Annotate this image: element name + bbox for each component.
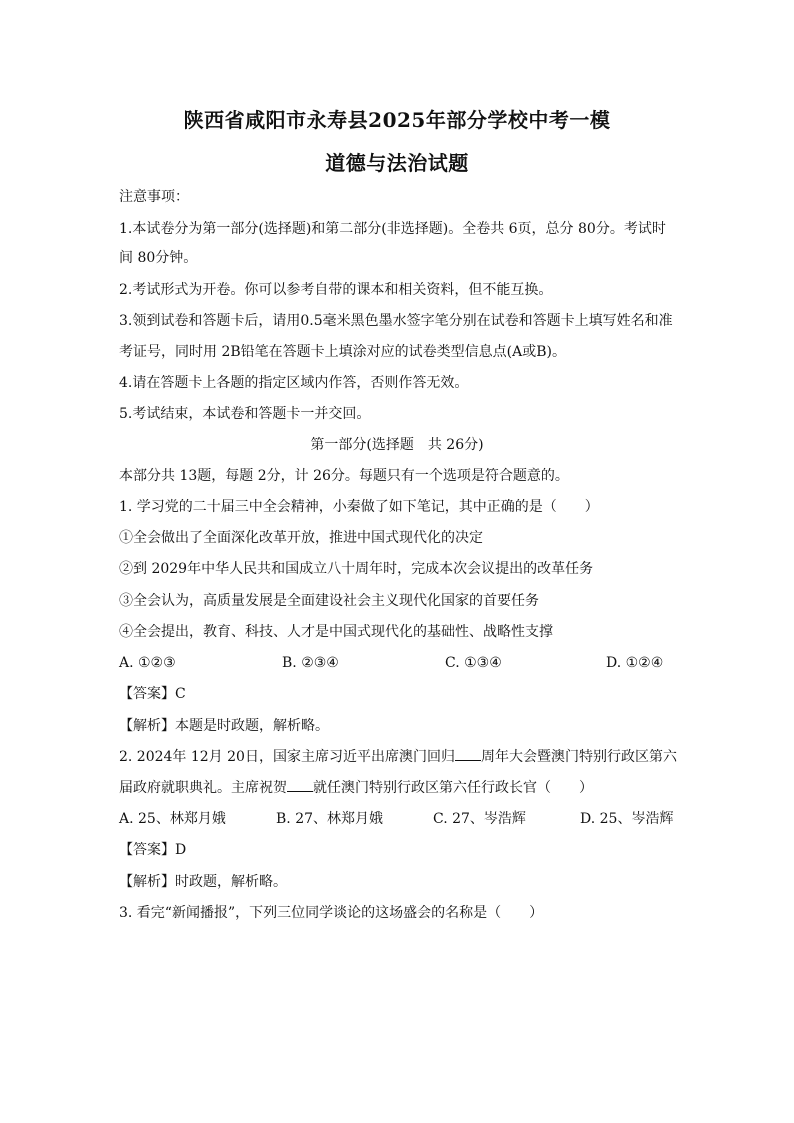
q2-option-b: B. 27、林郑月娥	[276, 811, 384, 827]
notice-item-2: 2.考试形式为开卷。你可以参考自带的课本和相关资料，但不能互换。	[119, 282, 553, 298]
q1-option-c: C. ①③④	[445, 655, 502, 671]
q1-statement-3: ③全会认为，高质量发展是全面建设社会主义现代化国家的首要任务	[119, 593, 539, 609]
q2-stem-part-2: 周年大会暨澳门特别行政区第六	[480, 749, 677, 765]
q2-option-a: A. 25、林郑月娥	[119, 811, 226, 827]
q2-blank-1	[455, 748, 481, 761]
part1-intro: 本部分共 13题，每题 2分，计 26分。每题只有一个选项是符合题意的。	[119, 468, 569, 484]
q2-analysis: 【解析】时政题，解析略。	[119, 874, 287, 890]
notice-item-3: 3.领到试卷和答题卡后，请用0.5毫米黑色墨水签字笔分别在试卷和答题卡上填写姓名和准	[119, 313, 673, 329]
q2-stem-part-1: 2. 2024年 12月 20日，国家主席习近平出席澳门回归	[119, 749, 455, 765]
q1-option-d: D. ①②④	[606, 655, 664, 671]
q1-statement-1: ①全会做出了全面深化改革开放，推进中国式现代化的决定	[119, 530, 483, 546]
q2-stem-part-3: 届政府就职典礼。主席祝贺	[119, 780, 287, 796]
q1-answer: 【答案】C	[119, 686, 186, 702]
q1-analysis: 【解析】本题是时政题，解析略。	[119, 718, 329, 734]
q2-answer: 【答案】D	[119, 842, 187, 858]
notice-item-1: 1.本试卷分为第一部分(选择题)和第二部分(非选择题)。全卷共 6页，总分 80分。考试时	[119, 221, 666, 237]
q2-stem-line-1	[119, 747, 679, 767]
q1-statement-4: ④全会提出，教育、科技、人才是中国式现代化的基础性、战略性支撑	[119, 624, 553, 640]
q3-stem: 3. 看完“新闻播报”，下列三位同学谈论的这场盛会的名称是（ ）	[119, 905, 544, 921]
exam-title: 陕西省咸阳市永寿县2025年部分学校中考一模	[183, 108, 611, 132]
q2-option-d: D. 25、岑浩辉	[580, 811, 674, 827]
notice-item-1-cont: 间 80分钟。	[119, 250, 198, 266]
q2-stem-part-4: 就任澳门特别行政区第六任行政长官（ ）	[313, 780, 593, 796]
q2-stem-line-2	[119, 778, 679, 798]
q1-option-b: B. ②③④	[282, 655, 339, 671]
notice-heading: 注意事项：	[119, 189, 189, 205]
notice-item-3-cont: 考证号，同时用 2B铅笔在答题卡上填涂对应的试卷类型信息点(A或B)。	[119, 344, 566, 360]
q2-blank-2	[287, 779, 313, 792]
notice-item-5: 5.考试结束，本试卷和答题卡一并交回。	[119, 406, 371, 422]
part1-heading: 第一部分(选择题 共 26分)	[310, 437, 484, 453]
notice-item-4: 4.请在答题卡上各题的指定区域内作答，否则作答无效。	[119, 375, 469, 391]
exam-subtitle: 道德与法治试题	[325, 151, 469, 175]
q1-statement-2: ②到 2029年中华人民共和国成立八十周年时，完成本次会议提出的改革任务	[119, 561, 594, 577]
q2-option-c: C. 27、岑浩辉	[433, 811, 526, 827]
q1-stem: 1. 学习党的二十届三中全会精神，小秦做了如下笔记，其中正确的是（ ）	[119, 499, 599, 515]
q1-option-a: A. ①②③	[119, 655, 176, 671]
